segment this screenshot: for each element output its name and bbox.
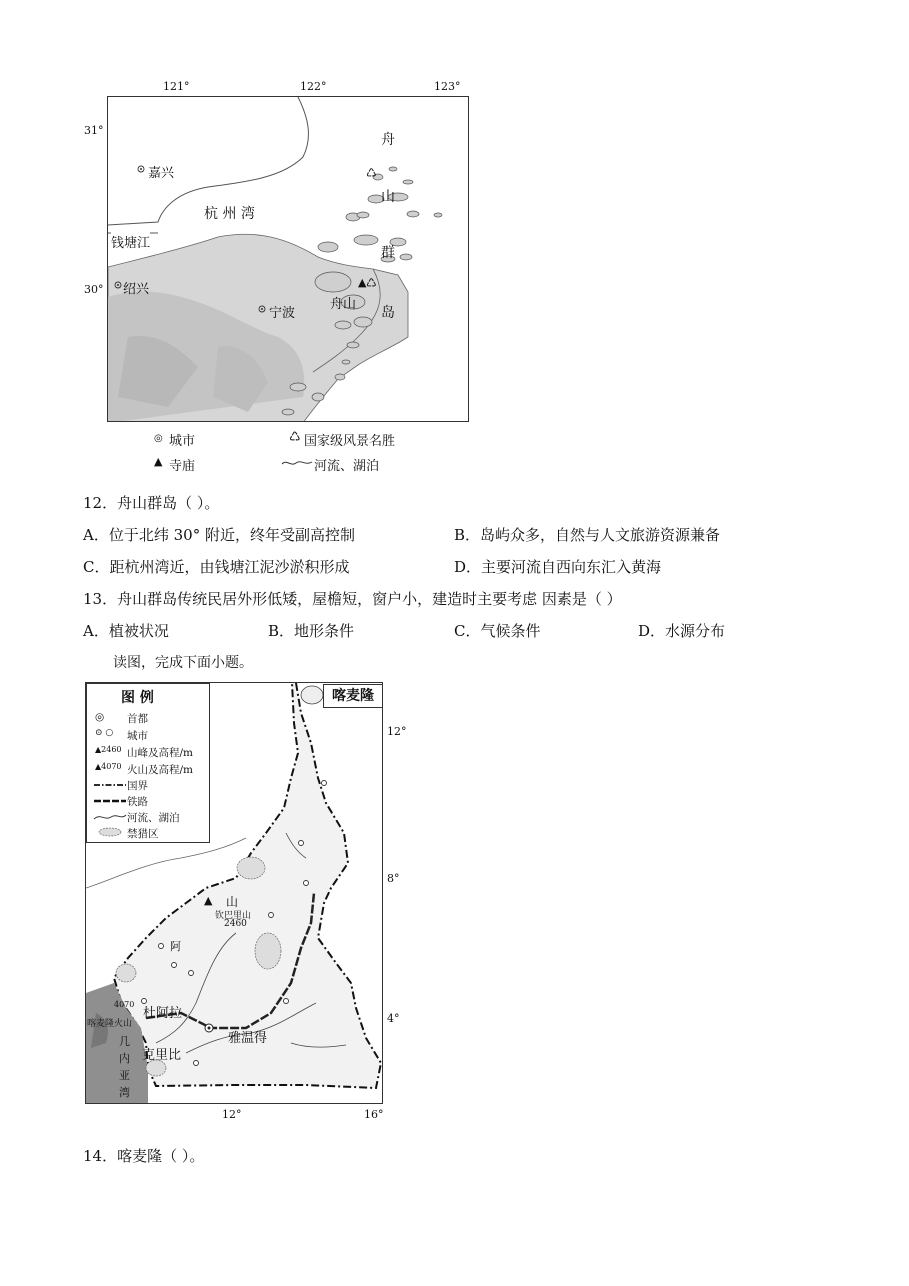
legend-scenic: 国家级风景名胜 bbox=[304, 434, 396, 449]
legend-reserve: 禁猎区 bbox=[127, 828, 159, 840]
lon-label-121: 121° bbox=[163, 80, 190, 93]
legend-title: 图 例 bbox=[121, 690, 154, 706]
railway-icon bbox=[93, 798, 127, 804]
question-14-stem: 14．喀麦隆（ ）。 bbox=[83, 1147, 205, 1165]
peak-icon: ▲ bbox=[204, 894, 213, 907]
legend-railway: 铁路 bbox=[127, 796, 148, 808]
lon-label-12: 12° bbox=[222, 1108, 242, 1121]
legend-temple: 寺庙 bbox=[169, 459, 196, 474]
question-13-stem: 13．舟山群岛传统民居外形低矮，屋檐短，窗户小，建造时主要考虑 因素是（ ） bbox=[83, 590, 622, 608]
temple-icon: ▲ bbox=[358, 276, 367, 289]
legend-capital: 首都 bbox=[127, 713, 148, 725]
legend-border: 国界 bbox=[127, 780, 148, 792]
question-13-option-a: A．植被状况 bbox=[83, 622, 169, 640]
peak-icon: ▲2460 bbox=[95, 745, 122, 754]
capital-icon: ◎ bbox=[95, 711, 105, 723]
map-title: 喀麦隆 bbox=[323, 684, 383, 708]
label-qun: 群 bbox=[381, 245, 395, 261]
label-volcano-height: 4070 bbox=[114, 1000, 135, 1009]
question-12-option-a: A．位于北纬 30° 附近，终年受副高控制 bbox=[83, 526, 355, 544]
label-shan: 山 bbox=[381, 189, 395, 205]
label-qiantang: 钱塘江 bbox=[111, 232, 150, 251]
river-icon bbox=[93, 812, 127, 822]
border-icon bbox=[93, 782, 127, 788]
label-a: 阿 bbox=[170, 940, 181, 953]
reserve-icon bbox=[97, 827, 123, 837]
question-13-option-c: C．气候条件 bbox=[454, 622, 541, 640]
label-shan: 山 bbox=[226, 895, 239, 909]
instruction: 读图，完成下面小题。 bbox=[113, 655, 253, 671]
lat-label-4: 4° bbox=[387, 1012, 400, 1025]
city-icon: ◎ bbox=[154, 433, 163, 444]
legend-river: 河流、湖泊 bbox=[127, 812, 180, 824]
question-12-option-d: D．主要河流自西向东汇入黄海 bbox=[454, 558, 662, 576]
legend-river: 河流、湖泊 bbox=[314, 459, 380, 474]
lat-label-8: 8° bbox=[387, 872, 400, 885]
legend-peak-sample: 2460 bbox=[101, 745, 122, 754]
lon-label-123: 123° bbox=[434, 80, 461, 93]
temple-icon: ▲ bbox=[154, 455, 163, 468]
question-12-stem: 12．舟山群岛（ ）。 bbox=[83, 494, 220, 512]
label-jiaxing: 嘉兴 bbox=[148, 166, 175, 181]
lat-label-12: 12° bbox=[387, 725, 407, 738]
question-12-option-c: C．距杭州湾近，由钱塘江泥沙淤积形成 bbox=[83, 558, 350, 576]
label-gulf-4: 湾 bbox=[119, 1086, 130, 1099]
label-gulf-1: 几 bbox=[119, 1035, 130, 1048]
label-douala: 杜阿拉 bbox=[143, 1006, 183, 1021]
question-12-option-b: B．岛屿众多，自然与人文旅游资源兼备 bbox=[454, 526, 721, 544]
label-zhou: 舟 bbox=[381, 132, 395, 148]
question-13-option-d: D．水源分布 bbox=[638, 622, 726, 640]
river-icon bbox=[281, 458, 313, 468]
label-ningbo: 宁波 bbox=[269, 306, 296, 321]
lon-label-16: 16° bbox=[364, 1108, 384, 1121]
label-peak-height: 2460 bbox=[224, 919, 247, 929]
legend-peak: 山峰及高程/m bbox=[127, 747, 193, 759]
volcano-icon: ▲4070 bbox=[95, 762, 122, 771]
label-hangzhou-bay: 杭 州 湾 bbox=[204, 206, 255, 222]
scenic-icon: ♺ bbox=[366, 166, 377, 180]
lon-label-122: 122° bbox=[300, 80, 327, 93]
label-yaounde: 雅温得 bbox=[228, 1031, 268, 1046]
label-zhoushan-city: 舟山 bbox=[330, 297, 357, 312]
legend-volcano-sample: 4070 bbox=[101, 762, 122, 771]
label-dao: 岛 bbox=[381, 305, 395, 321]
legend-city: 城市 bbox=[169, 434, 196, 449]
legend-city: 城市 bbox=[127, 730, 148, 742]
label-gulf-3: 亚 bbox=[119, 1069, 130, 1082]
label-gulf-2: 内 bbox=[119, 1052, 130, 1065]
map-legend bbox=[86, 683, 210, 843]
lat-label-31: 31° bbox=[84, 124, 104, 137]
label-shaoxing: 绍兴 bbox=[123, 282, 150, 297]
scenic-icon: ♺ bbox=[366, 276, 377, 290]
label-kribi: 克里比 bbox=[142, 1048, 182, 1063]
scenic-icon: ♺ bbox=[289, 430, 301, 445]
zhoushan-map-graphic bbox=[108, 97, 469, 422]
city-icon: ⊙ ○ bbox=[95, 728, 114, 738]
legend-volcano: 火山及高程/m bbox=[127, 764, 193, 776]
zhoushan-map bbox=[107, 96, 469, 422]
question-13-option-b: B．地形条件 bbox=[268, 622, 355, 640]
label-adamawa-peak: 钦巴里山 bbox=[215, 911, 252, 921]
lat-label-30: 30° bbox=[84, 283, 104, 296]
label-cameroon-volcano: 喀麦隆火山 bbox=[87, 1019, 133, 1029]
